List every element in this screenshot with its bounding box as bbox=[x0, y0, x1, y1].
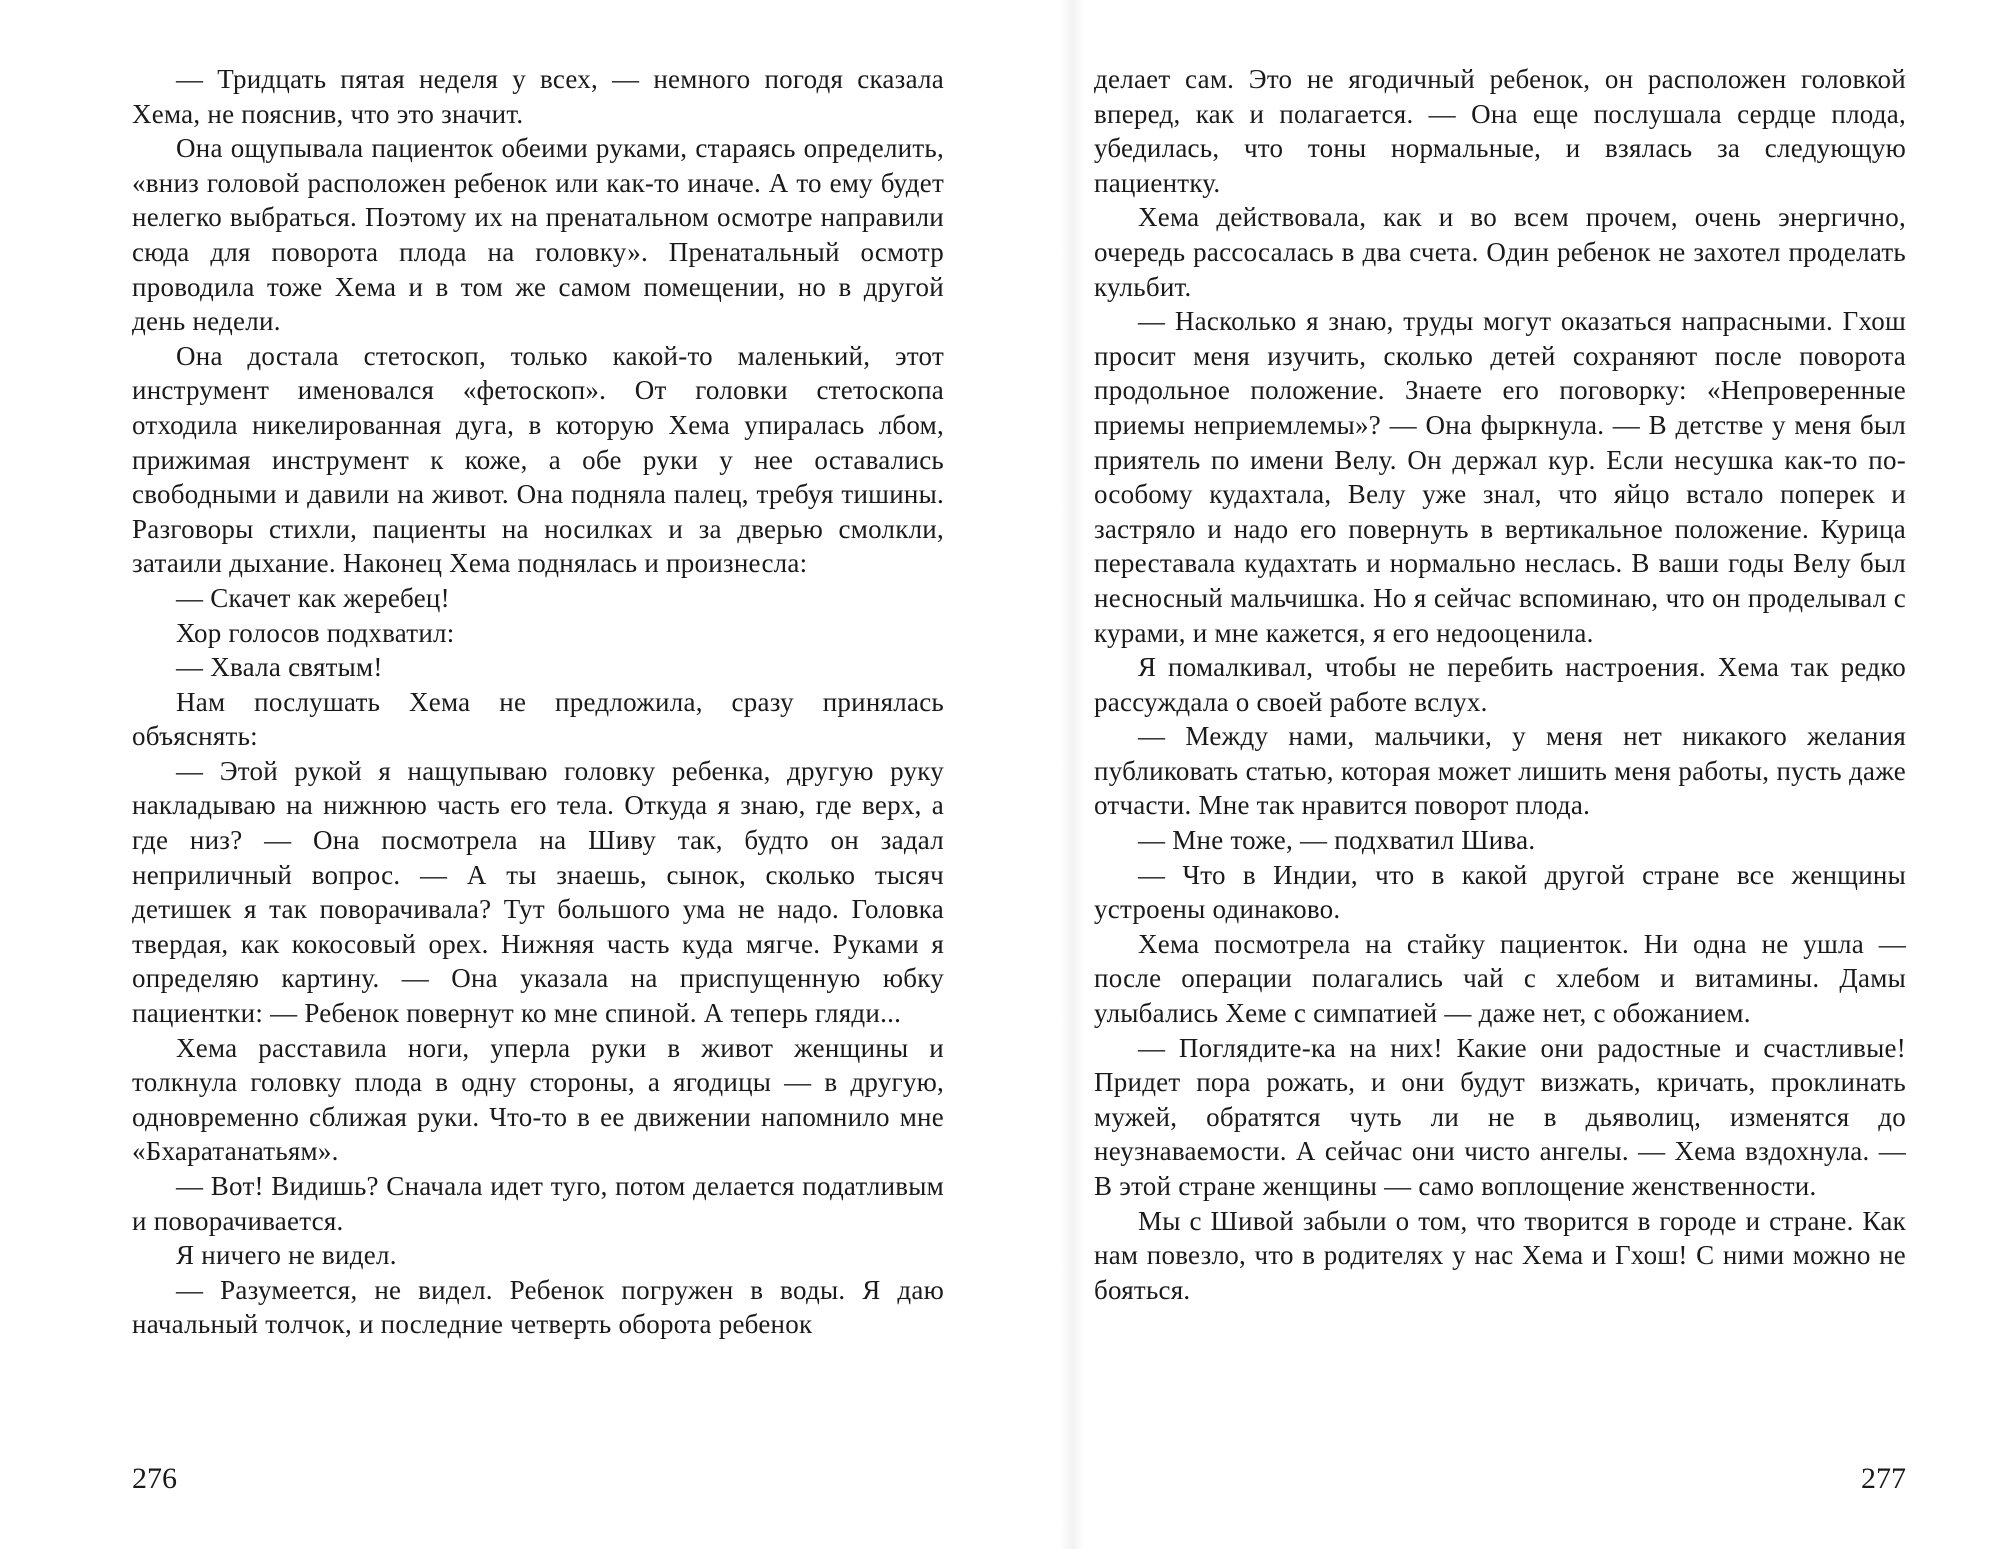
paragraph: — Этой рукой я нащупываю головку ребенка, другую руку накладываю на нижнюю часть его тела. Откуда я знаю, где верх, а где низ? — Она посмотрела на Шиву так, будто он задал неприличный вопрос. — А ты знаешь, сынок, сколько тысяч детишек я так поворачивала? Тут большого ума не надо. Головка твердая, как кокосовый орех. Нижняя часть куда мягче. Руками я определяю картину. — Она указала на приспущенную юбку пациентки: — Ребенок повернут ко мне спиной. А теперь гляди... bbox=[132, 755, 944, 1029]
paragraph: Хема расставила ноги, уперла руки в живот женщины и толкнула головку плода в одну стороны, а ягодицы — в другую, одновременно сближая руки. Что-то в ее движении напомнило мне «Бхаратанатьям». bbox=[132, 1032, 944, 1167]
paragraph: Мы с Шивой забыли о том, что творится в городе и стране. Как нам повезло, что в родителях у нас Хема и Гхош! С ними можно не бояться. bbox=[1094, 1205, 1906, 1305]
paragraph: — Что в Индии, что в какой другой стране все женщины устроены одинаково. bbox=[1094, 859, 1906, 925]
paragraph: — Между нами, мальчики, у меня нет никакого желания публиковать статью, которая может лишить меня работы, пусть даже отчасти. Мне так нравится поворот плода. bbox=[1094, 721, 1906, 821]
paragraph: — Тридцать пятая неделя у всех, — немного погодя сказала Хема, не пояснив, что это значит. bbox=[132, 64, 944, 129]
paragraph: — Разумеется, не видел. Ребенок погружен в воды. Я даю начальный толчок, и последние четверть оборота ребенок bbox=[132, 1274, 944, 1340]
paragraph: — Мне тоже, — подхватил Шива. bbox=[1138, 825, 1536, 856]
paragraph: Хор голосов подхватил: bbox=[176, 617, 455, 648]
paragraph: делает сам. Это не ягодичный ребенок, он расположен головкой вперед, как и полагается. — Она еще послушала сердце плода, убедилась, что тоны нормальные, и взялась за следующую пациентку. bbox=[1094, 64, 1906, 198]
paragraph: Она ощупывала пациенток обеими руками, стараясь определить, «вниз головой расположен ребенок или как-то иначе. А то ему будет нелегко выбраться. Поэтому их на пренатальном осмотре направили сюда для поворота плода на головку». Пренатальный осмотр проводила тоже Хема и в том же самом помещении, но в другой день недели. bbox=[132, 133, 944, 337]
paragraph: — Вот! Видишь? Сначала идет туго, потом делается податливым и поворачивается. bbox=[132, 1171, 944, 1236]
book-gutter bbox=[1060, 0, 1084, 1549]
page-number-right: 277 bbox=[1861, 1462, 1906, 1495]
paragraph: Хема действовала, как и во всем прочем, очень энергично, очередь рассосалась в два счета. Один ребенок не захотел проделать кульбит. bbox=[1094, 202, 1906, 302]
paragraph: Я помалкивал, чтобы не перебить настроения. Хема так редко рассуждала о своей работе вслух. bbox=[1094, 652, 1906, 717]
paragraph: Я ничего не видел. bbox=[176, 1240, 397, 1271]
paragraph: Нам послушать Хема не предложила, сразу принялась объяснять: bbox=[132, 686, 944, 752]
left-page bbox=[132, 62, 944, 1342]
right-page bbox=[1094, 62, 1906, 1307]
paragraph: Хема посмотрела на стайку пациенток. Ни одна не ушла — после операции полагались чай с хлебом и витамины. Дамы улыбались Хеме с симпатией — даже нет, с обожанием. bbox=[1094, 928, 1906, 1029]
paragraph: Она достала стетоскоп, только какой-то маленький, этот инструмент именовался «фетоскоп». От головки стетоскопа отходила никелированная дуга, в которую Хема упиралась лбом, прижимая инструмент к коже, а обе руки у нее оставались свободными и давили на живот. Она подняла палец, требуя тишины. Разговоры стихли, пациенты на носилках и за дверью смолкли, затаили дыхание. Наконец Хема поднялась и произнесла: bbox=[132, 340, 944, 579]
page-number-left: 276 bbox=[132, 1462, 177, 1495]
paragraph: — Скачет как жеребец! bbox=[176, 582, 450, 613]
paragraph: — Насколько я знаю, труды могут оказаться напрасными. Гхош просит меня изучить, сколько детей сохраняют после поворота продольное положение. Знаете его поговорку: «Непроверенные приемы неприемлемы»? — Она фыркнула. — В детстве у меня был приятель по имени Велу. Он держал кур. Если несушка как-то по-особому кудахтала, Велу уже знал, что яйцо встало поперек и застряло и надо его повернуть в вертикальное положение. Курица переставала кудахтать и нормально неслась. В ваши годы Велу был несносный мальчишка. Но я сейчас вспоминаю, что он проделывал с курами, и мне кажется, я его недооценила. bbox=[1094, 306, 1906, 648]
paragraph: — Хвала святым! bbox=[176, 652, 383, 683]
paragraph: — Поглядите-ка на них! Какие они радостные и счастливые! Придет пора рожать, и они будут визжать, кричать, проклинать мужей, обратятся чуть ли не в дьяволиц, изменятся до неузнаваемости. А сейчас они чисто ангелы. — Хема вздохнула. — В этой стране женщины — само воплощение женственности. bbox=[1094, 1032, 1906, 1201]
